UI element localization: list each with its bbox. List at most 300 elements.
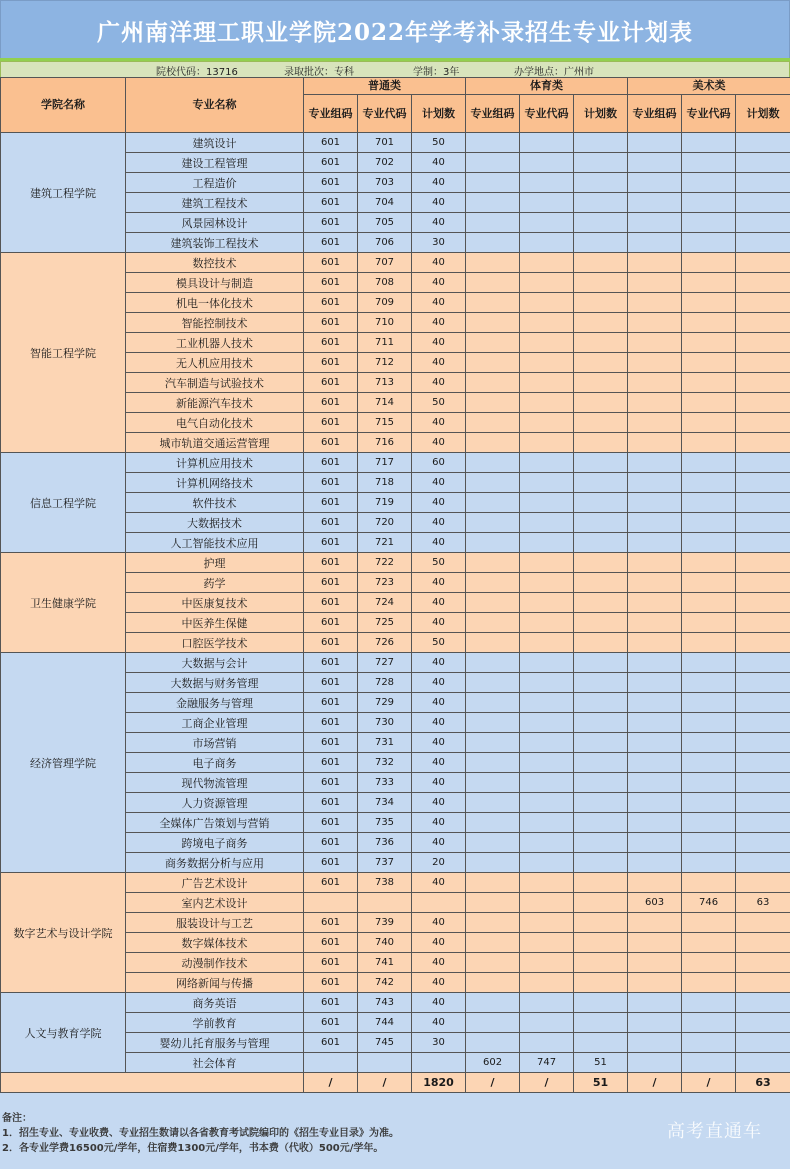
major-name-cell: 网络新闻与传播 bbox=[126, 973, 304, 993]
art-major-code-cell bbox=[682, 973, 736, 993]
table-row bbox=[1, 993, 790, 1013]
sports-plan-cell bbox=[574, 993, 628, 1013]
art-plan-cell bbox=[736, 973, 790, 993]
sports-major-code-cell bbox=[520, 993, 574, 1013]
major-name-cell: 电气自动化技术 bbox=[126, 413, 304, 433]
sports-plan-cell bbox=[574, 413, 628, 433]
general-major-code-cell: 742 bbox=[358, 973, 412, 993]
general-major-code-cell: 740 bbox=[358, 933, 412, 953]
sports-major-code-cell bbox=[520, 153, 574, 173]
art-major-code-cell bbox=[682, 853, 736, 873]
art-group-code-cell bbox=[628, 353, 682, 373]
sports-plan-cell bbox=[574, 553, 628, 573]
art-plan-cell bbox=[736, 273, 790, 293]
major-name-cell: 中医康复技术 bbox=[126, 593, 304, 613]
sports-plan-cell bbox=[574, 293, 628, 313]
major-name-cell: 工程造价 bbox=[126, 173, 304, 193]
sports-group-code-cell bbox=[466, 133, 520, 153]
major-name-cell: 学前教育 bbox=[126, 1013, 304, 1033]
general-major-code-cell: 720 bbox=[358, 513, 412, 533]
art-major-code-cell bbox=[682, 713, 736, 733]
general-plan-cell: 40 bbox=[412, 813, 466, 833]
sports-major-code-cell bbox=[520, 293, 574, 313]
art-group-code-cell bbox=[628, 813, 682, 833]
art-major-code-cell bbox=[682, 233, 736, 253]
sports-group-code-cell bbox=[466, 193, 520, 213]
art-plan-cell bbox=[736, 713, 790, 733]
header-general-plan: 计划数 bbox=[412, 95, 466, 133]
major-name-cell: 婴幼儿托育服务与管理 bbox=[126, 1033, 304, 1053]
art-major-code-cell bbox=[682, 813, 736, 833]
sports-group-code-cell bbox=[466, 393, 520, 413]
general-plan-cell: 40 bbox=[412, 313, 466, 333]
sports-group-code-cell bbox=[466, 353, 520, 373]
general-group-code-cell: 601 bbox=[304, 333, 358, 353]
art-group-code-cell bbox=[628, 153, 682, 173]
sports-plan-cell bbox=[574, 633, 628, 653]
sports-major-code-cell bbox=[520, 833, 574, 853]
art-major-code-cell bbox=[682, 313, 736, 333]
art-plan-cell bbox=[736, 693, 790, 713]
sports-group-code-cell bbox=[466, 533, 520, 553]
general-plan-cell: 40 bbox=[412, 493, 466, 513]
table-row bbox=[1, 133, 790, 153]
sports-major-code-cell bbox=[520, 813, 574, 833]
art-major-code-cell bbox=[682, 673, 736, 693]
major-name-cell: 药学 bbox=[126, 573, 304, 593]
header-sports-plan: 计划数 bbox=[574, 95, 628, 133]
total-cell: / bbox=[304, 1073, 358, 1093]
sports-group-code-cell bbox=[466, 793, 520, 813]
general-group-code-cell: 601 bbox=[304, 853, 358, 873]
art-major-code-cell bbox=[682, 353, 736, 373]
art-major-code-cell bbox=[682, 193, 736, 213]
major-name-cell: 金融服务与管理 bbox=[126, 693, 304, 713]
general-group-code-cell: 601 bbox=[304, 413, 358, 433]
header-general-major-code: 专业代码 bbox=[358, 95, 412, 133]
art-group-code-cell bbox=[628, 393, 682, 413]
art-major-code-cell bbox=[682, 933, 736, 953]
art-group-code-cell bbox=[628, 833, 682, 853]
major-name-cell: 大数据与会计 bbox=[126, 653, 304, 673]
general-group-code-cell: 601 bbox=[304, 173, 358, 193]
sports-plan-cell bbox=[574, 593, 628, 613]
art-group-code-cell bbox=[628, 653, 682, 673]
sports-plan-cell bbox=[574, 873, 628, 893]
major-name-cell: 计算机应用技术 bbox=[126, 453, 304, 473]
general-major-code-cell: 726 bbox=[358, 633, 412, 653]
general-plan-cell: 40 bbox=[412, 153, 466, 173]
sports-major-code-cell bbox=[520, 353, 574, 373]
general-major-code-cell: 706 bbox=[358, 233, 412, 253]
sports-major-code-cell bbox=[520, 713, 574, 733]
art-plan-cell bbox=[736, 773, 790, 793]
sports-group-code-cell bbox=[466, 1013, 520, 1033]
major-name-cell: 智能控制技术 bbox=[126, 313, 304, 333]
art-plan-cell bbox=[736, 753, 790, 773]
sports-major-code-cell bbox=[520, 273, 574, 293]
art-major-code-cell bbox=[682, 1053, 736, 1073]
art-major-code-cell bbox=[682, 513, 736, 533]
art-major-code-cell bbox=[682, 573, 736, 593]
college-name-cell: 数字艺术与设计学院 bbox=[1, 873, 126, 993]
art-group-code-cell bbox=[628, 313, 682, 333]
general-group-code-cell: 601 bbox=[304, 153, 358, 173]
art-plan-cell bbox=[736, 793, 790, 813]
sports-plan-cell bbox=[574, 253, 628, 273]
general-major-code-cell: 732 bbox=[358, 753, 412, 773]
sports-group-code-cell bbox=[466, 993, 520, 1013]
art-group-code-cell bbox=[628, 493, 682, 513]
art-group-code-cell bbox=[628, 413, 682, 433]
total-cell: / bbox=[520, 1073, 574, 1093]
general-major-code-cell: 736 bbox=[358, 833, 412, 853]
sports-plan-cell bbox=[574, 813, 628, 833]
school-code: 院校代码：13716 bbox=[156, 67, 238, 78]
art-group-code-cell bbox=[628, 133, 682, 153]
general-plan-cell: 40 bbox=[412, 593, 466, 613]
sports-major-code-cell bbox=[520, 233, 574, 253]
sports-plan-cell bbox=[574, 753, 628, 773]
major-name-cell: 数控技术 bbox=[126, 253, 304, 273]
art-major-code-cell bbox=[682, 1013, 736, 1033]
major-name-cell: 中医养生保健 bbox=[126, 613, 304, 633]
general-major-code-cell: 722 bbox=[358, 553, 412, 573]
general-plan-cell: 40 bbox=[412, 373, 466, 393]
art-group-code-cell bbox=[628, 933, 682, 953]
sports-major-code-cell bbox=[520, 913, 574, 933]
general-plan-cell: 40 bbox=[412, 273, 466, 293]
general-plan-cell: 40 bbox=[412, 753, 466, 773]
art-group-code-cell bbox=[628, 1033, 682, 1053]
general-major-code-cell: 710 bbox=[358, 313, 412, 333]
general-major-code-cell: 734 bbox=[358, 793, 412, 813]
sports-plan-cell bbox=[574, 953, 628, 973]
general-major-code-cell: 728 bbox=[358, 673, 412, 693]
sports-major-code-cell bbox=[520, 193, 574, 213]
sports-major-code-cell bbox=[520, 1013, 574, 1033]
art-major-code-cell bbox=[682, 833, 736, 853]
art-group-code-cell bbox=[628, 373, 682, 393]
art-group-code-cell bbox=[628, 993, 682, 1013]
general-major-code-cell: 704 bbox=[358, 193, 412, 213]
art-plan-cell bbox=[736, 633, 790, 653]
general-group-code-cell: 601 bbox=[304, 513, 358, 533]
general-group-code-cell: 601 bbox=[304, 993, 358, 1013]
header-college: 学院名称 bbox=[1, 78, 126, 133]
sports-group-code-cell bbox=[466, 233, 520, 253]
art-plan-cell bbox=[736, 313, 790, 333]
sports-plan-cell bbox=[574, 773, 628, 793]
sports-plan-cell bbox=[574, 573, 628, 593]
sports-major-code-cell bbox=[520, 733, 574, 753]
general-plan-cell: 40 bbox=[412, 693, 466, 713]
art-group-code-cell bbox=[628, 733, 682, 753]
sports-major-code-cell bbox=[520, 653, 574, 673]
sports-plan-cell bbox=[574, 653, 628, 673]
art-plan-cell bbox=[736, 133, 790, 153]
sports-group-code-cell bbox=[466, 653, 520, 673]
art-major-code-cell bbox=[682, 653, 736, 673]
major-name-cell: 建筑设计 bbox=[126, 133, 304, 153]
general-group-code-cell: 601 bbox=[304, 573, 358, 593]
sports-plan-cell bbox=[574, 313, 628, 333]
art-plan-cell bbox=[736, 233, 790, 253]
art-group-code-cell bbox=[628, 913, 682, 933]
sports-plan-cell bbox=[574, 333, 628, 353]
art-major-code-cell bbox=[682, 953, 736, 973]
sports-plan-cell bbox=[574, 453, 628, 473]
art-plan-cell bbox=[736, 413, 790, 433]
general-major-code-cell: 702 bbox=[358, 153, 412, 173]
sports-plan-cell bbox=[574, 393, 628, 413]
art-plan-cell bbox=[736, 913, 790, 933]
art-major-code-cell bbox=[682, 433, 736, 453]
art-major-code-cell bbox=[682, 733, 736, 753]
sports-major-code-cell bbox=[520, 773, 574, 793]
major-name-cell: 动漫制作技术 bbox=[126, 953, 304, 973]
general-plan-cell: 40 bbox=[412, 473, 466, 493]
general-group-code-cell: 601 bbox=[304, 793, 358, 813]
sports-plan-cell bbox=[574, 533, 628, 553]
sports-major-code-cell bbox=[520, 373, 574, 393]
art-plan-cell bbox=[736, 833, 790, 853]
general-major-code-cell: 725 bbox=[358, 613, 412, 633]
general-major-code-cell: 744 bbox=[358, 1013, 412, 1033]
sports-plan-cell bbox=[574, 733, 628, 753]
general-plan-cell: 40 bbox=[412, 1013, 466, 1033]
sports-group-code-cell bbox=[466, 673, 520, 693]
total-cell: / bbox=[358, 1073, 412, 1093]
art-plan-cell bbox=[736, 1033, 790, 1053]
sports-major-code-cell bbox=[520, 173, 574, 193]
general-major-code-cell: 735 bbox=[358, 813, 412, 833]
sports-major-code-cell bbox=[520, 873, 574, 893]
general-group-code-cell: 601 bbox=[304, 833, 358, 853]
sports-major-code-cell bbox=[520, 553, 574, 573]
header-sports-major-code: 专业代码 bbox=[520, 95, 574, 133]
art-group-code-cell bbox=[628, 593, 682, 613]
art-group-code-cell bbox=[628, 673, 682, 693]
sports-group-code-cell bbox=[466, 873, 520, 893]
general-plan-cell: 40 bbox=[412, 933, 466, 953]
art-group-code-cell bbox=[628, 253, 682, 273]
art-major-code-cell bbox=[682, 753, 736, 773]
sports-group-code-cell bbox=[466, 933, 520, 953]
sports-group-code-cell bbox=[466, 953, 520, 973]
general-plan-cell: 40 bbox=[412, 953, 466, 973]
general-plan-cell: 40 bbox=[412, 353, 466, 373]
art-major-code-cell bbox=[682, 473, 736, 493]
sports-plan-cell bbox=[574, 373, 628, 393]
major-name-cell: 商务数据分析与应用 bbox=[126, 853, 304, 873]
art-major-code-cell bbox=[682, 773, 736, 793]
art-group-code-cell bbox=[628, 793, 682, 813]
sports-major-code-cell bbox=[520, 313, 574, 333]
total-cell: / bbox=[466, 1073, 520, 1093]
sports-plan-cell bbox=[574, 713, 628, 733]
general-group-code-cell: 601 bbox=[304, 653, 358, 673]
major-name-cell: 机电一体化技术 bbox=[126, 293, 304, 313]
major-name-cell: 全媒体广告策划与营销 bbox=[126, 813, 304, 833]
major-name-cell: 新能源汽车技术 bbox=[126, 393, 304, 413]
art-plan-cell bbox=[736, 253, 790, 273]
art-plan-cell bbox=[736, 453, 790, 473]
general-group-code-cell: 601 bbox=[304, 673, 358, 693]
art-group-code-cell bbox=[628, 753, 682, 773]
general-group-code-cell: 601 bbox=[304, 593, 358, 613]
sports-group-code-cell bbox=[466, 173, 520, 193]
general-plan-cell: 40 bbox=[412, 653, 466, 673]
general-major-code-cell: 745 bbox=[358, 1033, 412, 1053]
art-group-code-cell bbox=[628, 333, 682, 353]
sports-plan-cell bbox=[574, 853, 628, 873]
sports-group-code-cell bbox=[466, 753, 520, 773]
general-plan-cell: 40 bbox=[412, 173, 466, 193]
general-plan-cell: 50 bbox=[412, 393, 466, 413]
general-plan-cell: 20 bbox=[412, 853, 466, 873]
sports-plan-cell bbox=[574, 153, 628, 173]
art-group-code-cell bbox=[628, 433, 682, 453]
art-major-code-cell bbox=[682, 333, 736, 353]
major-name-cell: 市场营销 bbox=[126, 733, 304, 753]
general-group-code-cell: 601 bbox=[304, 273, 358, 293]
general-group-code-cell: 601 bbox=[304, 633, 358, 653]
major-name-cell: 室内艺术设计 bbox=[126, 893, 304, 913]
sports-group-code-cell bbox=[466, 333, 520, 353]
sports-plan-cell bbox=[574, 493, 628, 513]
major-name-cell: 软件技术 bbox=[126, 493, 304, 513]
art-plan-cell bbox=[736, 593, 790, 613]
general-group-code-cell: 601 bbox=[304, 553, 358, 573]
major-name-cell: 人力资源管理 bbox=[126, 793, 304, 813]
sports-major-code-cell bbox=[520, 413, 574, 433]
major-name-cell: 计算机网络技术 bbox=[126, 473, 304, 493]
major-name-cell: 跨境电子商务 bbox=[126, 833, 304, 853]
art-major-code-cell bbox=[682, 253, 736, 273]
sports-major-code-cell bbox=[520, 1033, 574, 1053]
general-group-code-cell: 601 bbox=[304, 193, 358, 213]
school-location: 办学地点：广州市 bbox=[514, 67, 594, 78]
sports-major-code-cell bbox=[520, 493, 574, 513]
general-group-code-cell: 601 bbox=[304, 353, 358, 373]
art-group-code-cell bbox=[628, 633, 682, 653]
page-title-banner bbox=[0, 0, 790, 60]
art-plan-cell bbox=[736, 1013, 790, 1033]
sports-major-code-cell bbox=[520, 613, 574, 633]
art-group-code-cell bbox=[628, 853, 682, 873]
major-name-cell: 建设工程管理 bbox=[126, 153, 304, 173]
general-major-code-cell: 731 bbox=[358, 733, 412, 753]
sports-group-code-cell bbox=[466, 713, 520, 733]
general-plan-cell: 40 bbox=[412, 253, 466, 273]
sports-group-code-cell bbox=[466, 813, 520, 833]
general-group-code-cell: 601 bbox=[304, 313, 358, 333]
enrollment-plan-table bbox=[0, 77, 790, 1093]
general-plan-cell: 50 bbox=[412, 553, 466, 573]
sports-group-code-cell bbox=[466, 253, 520, 273]
general-group-code-cell: 601 bbox=[304, 233, 358, 253]
header-general-group-code: 专业组码 bbox=[304, 95, 358, 133]
sports-group-code-cell bbox=[466, 473, 520, 493]
table-row bbox=[1, 253, 790, 273]
general-group-code-cell bbox=[304, 1053, 358, 1073]
sports-major-code-cell bbox=[520, 333, 574, 353]
general-plan-cell: 40 bbox=[412, 873, 466, 893]
art-group-code-cell bbox=[628, 293, 682, 313]
sports-major-code-cell bbox=[520, 893, 574, 913]
sports-group-code-cell bbox=[466, 273, 520, 293]
general-group-code-cell: 601 bbox=[304, 933, 358, 953]
art-plan-cell bbox=[736, 433, 790, 453]
sports-group-code-cell bbox=[466, 453, 520, 473]
general-major-code-cell: 715 bbox=[358, 413, 412, 433]
header-art-group-code: 专业组码 bbox=[628, 95, 682, 133]
major-name-cell: 大数据与财务管理 bbox=[126, 673, 304, 693]
general-plan-cell: 40 bbox=[412, 193, 466, 213]
art-major-code-cell bbox=[682, 413, 736, 433]
art-major-code-cell bbox=[682, 173, 736, 193]
table-row bbox=[1, 553, 790, 573]
art-plan-cell bbox=[736, 213, 790, 233]
art-major-code-cell bbox=[682, 133, 736, 153]
general-major-code-cell: 743 bbox=[358, 993, 412, 1013]
sports-major-code-cell bbox=[520, 533, 574, 553]
sports-group-code-cell bbox=[466, 153, 520, 173]
general-major-code-cell: 727 bbox=[358, 653, 412, 673]
major-name-cell: 数字媒体技术 bbox=[126, 933, 304, 953]
notes-heading: 备注： bbox=[2, 1113, 32, 1124]
art-plan-cell bbox=[736, 333, 790, 353]
total-cell: 1820 bbox=[412, 1073, 466, 1093]
major-name-cell: 服装设计与工艺 bbox=[126, 913, 304, 933]
header-major: 专业名称 bbox=[126, 78, 304, 133]
sports-group-code-cell bbox=[466, 553, 520, 573]
sports-plan-cell bbox=[574, 1013, 628, 1033]
sports-group-code-cell bbox=[466, 613, 520, 633]
art-plan-cell bbox=[736, 513, 790, 533]
sports-group-code-cell bbox=[466, 593, 520, 613]
general-group-code-cell: 601 bbox=[304, 433, 358, 453]
general-major-code-cell: 713 bbox=[358, 373, 412, 393]
art-plan-cell bbox=[736, 673, 790, 693]
art-plan-cell bbox=[736, 293, 790, 313]
sports-plan-cell bbox=[574, 673, 628, 693]
general-plan-cell: 40 bbox=[412, 733, 466, 753]
sports-plan-cell bbox=[574, 913, 628, 933]
admission-batch: 录取批次：专科 bbox=[284, 67, 354, 78]
art-plan-cell bbox=[736, 553, 790, 573]
general-plan-cell: 40 bbox=[412, 673, 466, 693]
general-plan-cell: 40 bbox=[412, 433, 466, 453]
art-plan-cell bbox=[736, 393, 790, 413]
general-group-code-cell bbox=[304, 893, 358, 913]
general-group-code-cell: 601 bbox=[304, 213, 358, 233]
general-group-code-cell: 601 bbox=[304, 1033, 358, 1053]
general-group-code-cell: 601 bbox=[304, 453, 358, 473]
table-row bbox=[1, 653, 790, 673]
header-group-art: 美术类 bbox=[628, 78, 790, 95]
college-name-cell: 人文与教育学院 bbox=[1, 993, 126, 1073]
art-plan-cell bbox=[736, 933, 790, 953]
sports-major-code-cell bbox=[520, 633, 574, 653]
info-bar bbox=[0, 61, 790, 78]
art-group-code-cell bbox=[628, 173, 682, 193]
art-plan-cell: 63 bbox=[736, 893, 790, 913]
general-major-code-cell: 708 bbox=[358, 273, 412, 293]
general-group-code-cell: 601 bbox=[304, 913, 358, 933]
general-major-code-cell: 721 bbox=[358, 533, 412, 553]
